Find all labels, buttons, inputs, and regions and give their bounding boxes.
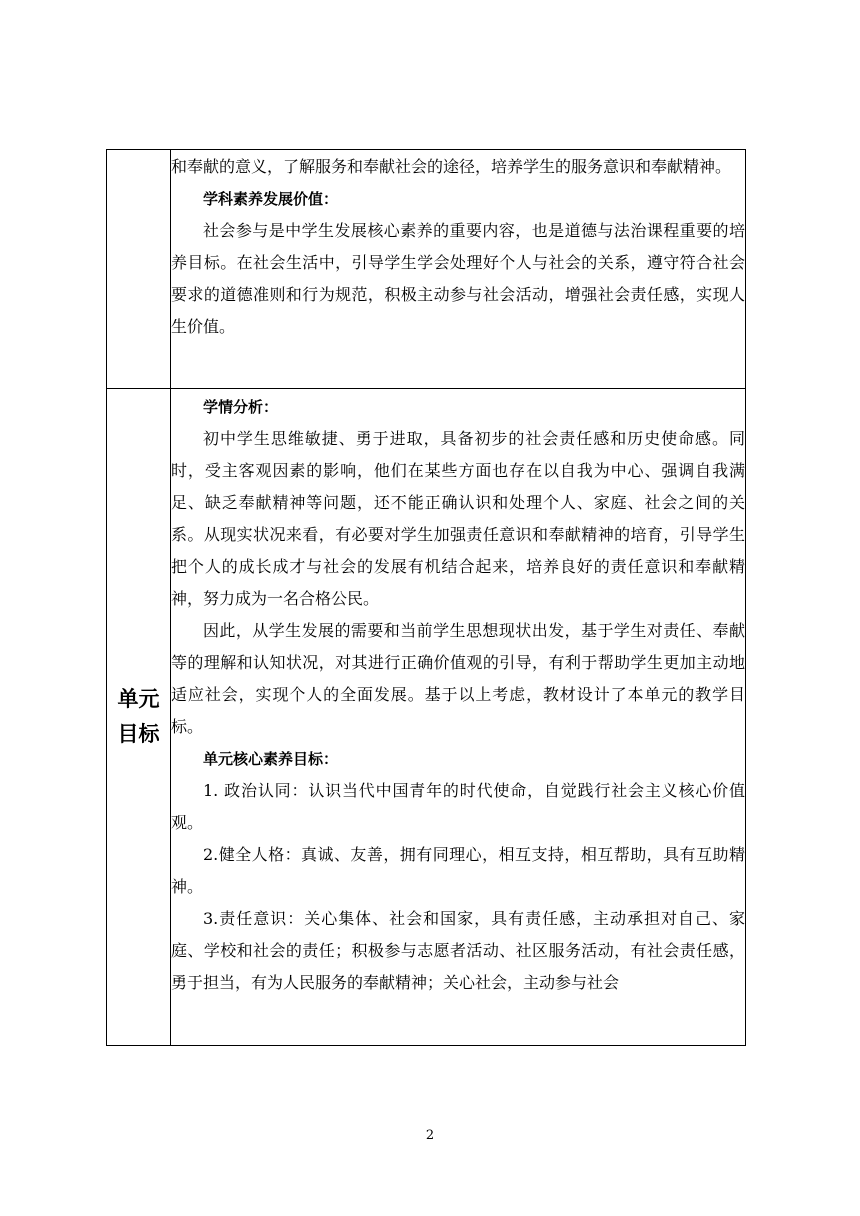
section-heading: 学科素养发展价值： — [203, 190, 339, 208]
row2-paragraphs — [171, 389, 745, 999]
paragraph: 和奉献的意义，了解服务和奉献社会的途径，培养学生的服务意识和奉献精神。 — [171, 157, 732, 176]
paragraph: 因此，从学生发展的需要和当前学生思想现状出发，基于学生对责任、奉献等的理解和认知状况，对其进行正确价值观的引导，有利于帮助学生更加主动地适应社会，实现个人的全面发展。基于以上考虑，教材设计了本单元的教学目标。 — [171, 621, 745, 736]
row1-paragraphs — [171, 150, 745, 343]
paragraph: 3.责任意识：关心集体、社会和国家，具有责任感，主动承担对自己、家庭、学校和社会的责任；积极参与志愿者活动、社区服务活动，有社会责任感，勇于担当，有为人民服务的奉献精神；关心社会，主动参与社会 — [171, 909, 745, 992]
section-heading: 学情分析： — [203, 398, 279, 416]
page-number: 2 — [425, 1128, 435, 1143]
row-label-cell — [107, 389, 171, 1046]
row-label-cell — [107, 150, 171, 389]
table-row — [107, 150, 746, 389]
paragraph: 社会参与是中学生发展核心素养的重要内容，也是道德与法治课程重要的培养目标。在社会生活中，引导学生学会处理好个人与社会的关系，遵守符合社会要求的道德准则和行为规范，积极主动参与社会活动，增强社会责任感，实现人生价值。 — [171, 221, 745, 336]
row-content-cell — [171, 150, 746, 389]
section-heading: 单元核心素养目标： — [203, 750, 339, 768]
unit-plan-table — [106, 149, 746, 1046]
paragraph: 初中学生思维敏捷、勇于进取，具备初步的社会责任感和历史使命感。同时，受主客观因素的影响，他们在某些方面也存在以自我为中心、强调自我满足、缺乏奉献精神等问题，还不能正确认识和处理个人、家庭、社会之间的关系。从现实状况来看，有必要对学生加强责任意识和奉献精神的培育，引导学生把个人的成长成才与社会的发展有机结合起来，培养良好的责任意识和奉献精神，努力成为一名合格公民。 — [171, 429, 745, 608]
paragraph: 1. 政治认同：认识当代中国青年的时代使命，自觉践行社会主义核心价值观。 — [171, 781, 745, 832]
table-row — [107, 389, 746, 1046]
unit-goals-label: 单元目标 — [117, 687, 160, 746]
paragraph: 2.健全人格：真诚、友善，拥有同理心，相互支持，相互帮助，具有互助精神。 — [171, 845, 745, 896]
row-content-cell — [171, 389, 746, 1046]
